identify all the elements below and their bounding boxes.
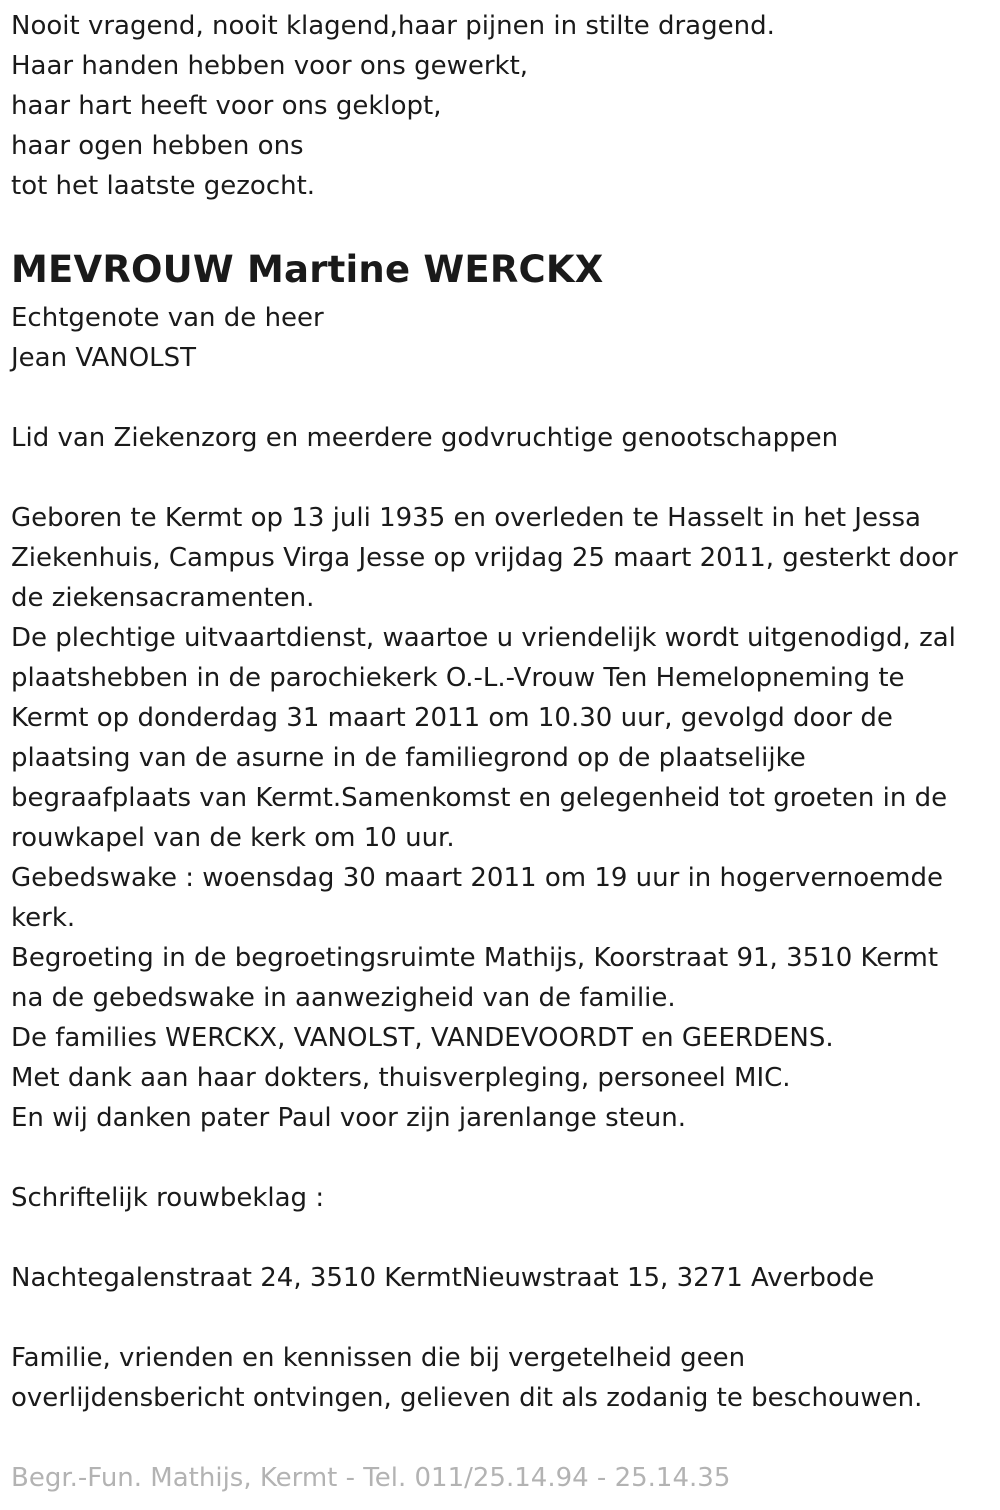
spacer xyxy=(11,1218,991,1258)
spacer xyxy=(11,1298,991,1338)
notice-text xyxy=(11,1338,991,1418)
condolence-addresses: Nachtegalenstraat 24, 3510 KermtNieuwstraat 15, 3271 Averbode xyxy=(11,1263,875,1293)
notice-line: overlijdensbericht ontvingen, gelieven dit als zodanig te beschouwen. xyxy=(11,1383,923,1413)
body-line: begraafplaats van Kermt.Samenkomst en gelegenheid tot groeten in de xyxy=(11,783,948,813)
poem-line: Nooit vragend, nooit klagend,haar pijnen in stilte dragend. xyxy=(11,11,775,41)
body-line: Kermt op donderdag 31 maart 2011 om 10.30 uur, gevolgd door de xyxy=(11,703,893,733)
spacer xyxy=(11,458,991,498)
body-line: Met dank aan haar dokters, thuisverpleging, personeel MIC. xyxy=(11,1063,791,1093)
body-line: kerk. xyxy=(11,903,76,933)
body-line: plaatshebben in de parochiekerk O.-L.-Vrouw Ten Hemelopneming te xyxy=(11,663,905,693)
membership-text: Lid van Ziekenzorg en meerdere godvruchtige genootschappen xyxy=(11,423,839,453)
body-line: de ziekensacramenten. xyxy=(11,583,315,613)
body-line: na de gebedswake in aanwezigheid van de familie. xyxy=(11,983,676,1013)
body-line: rouwkapel van de kerk om 10 uur. xyxy=(11,823,455,853)
obituary-document xyxy=(11,6,991,1498)
body-line: De plechtige uitvaartdienst, waartoe u vriendelijk wordt uitgenodigd, zal xyxy=(11,623,956,653)
body-text xyxy=(11,498,991,1138)
body-line: plaatsing van de asurne in de familiegrond op de plaatselijke xyxy=(11,743,806,773)
body-line: Ziekenhuis, Campus Virga Jesse op vrijdag 25 maart 2011, gesterkt door xyxy=(11,543,958,573)
spacer xyxy=(11,1418,991,1458)
spouse-line: Jean VANOLST xyxy=(11,343,197,373)
body-line: Begroeting in de begroetingsruimte Mathijs, Koorstraat 91, 3510 Kermt xyxy=(11,943,939,973)
poem-line: tot het laatste gezocht. xyxy=(11,171,316,201)
body-line: En wij danken pater Paul voor zijn jarenlange steun. xyxy=(11,1103,687,1133)
spouse-info xyxy=(11,298,991,378)
condolence-label: Schriftelijk rouwbeklag : xyxy=(11,1183,325,1213)
poem-line: haar ogen hebben ons xyxy=(11,131,304,161)
body-line: Geboren te Kermt op 13 juli 1935 en overleden te Hasselt in het Jessa xyxy=(11,503,921,533)
poem xyxy=(11,6,991,206)
spouse-line: Echtgenote van de heer xyxy=(11,303,324,333)
funeral-home-footer: Begr.-Fun. Mathijs, Kermt - Tel. 011/25.14.94 - 25.14.35 xyxy=(11,1463,731,1493)
body-line: Gebedswake : woensdag 30 maart 2011 om 19 uur in hogervernoemde xyxy=(11,863,943,893)
body-line: De families WERCKX, VANOLST, VANDEVOORDT en GEERDENS. xyxy=(11,1023,834,1053)
spacer xyxy=(11,1138,991,1178)
poem-line: Haar handen hebben voor ons gewerkt, xyxy=(11,51,529,81)
deceased-name: MEVROUW Martine WERCKX xyxy=(11,248,604,291)
poem-line: haar hart heeft voor ons geklopt, xyxy=(11,91,442,121)
spacer xyxy=(11,378,991,418)
notice-line: Familie, vrienden en kennissen die bij vergetelheid geen xyxy=(11,1343,746,1373)
